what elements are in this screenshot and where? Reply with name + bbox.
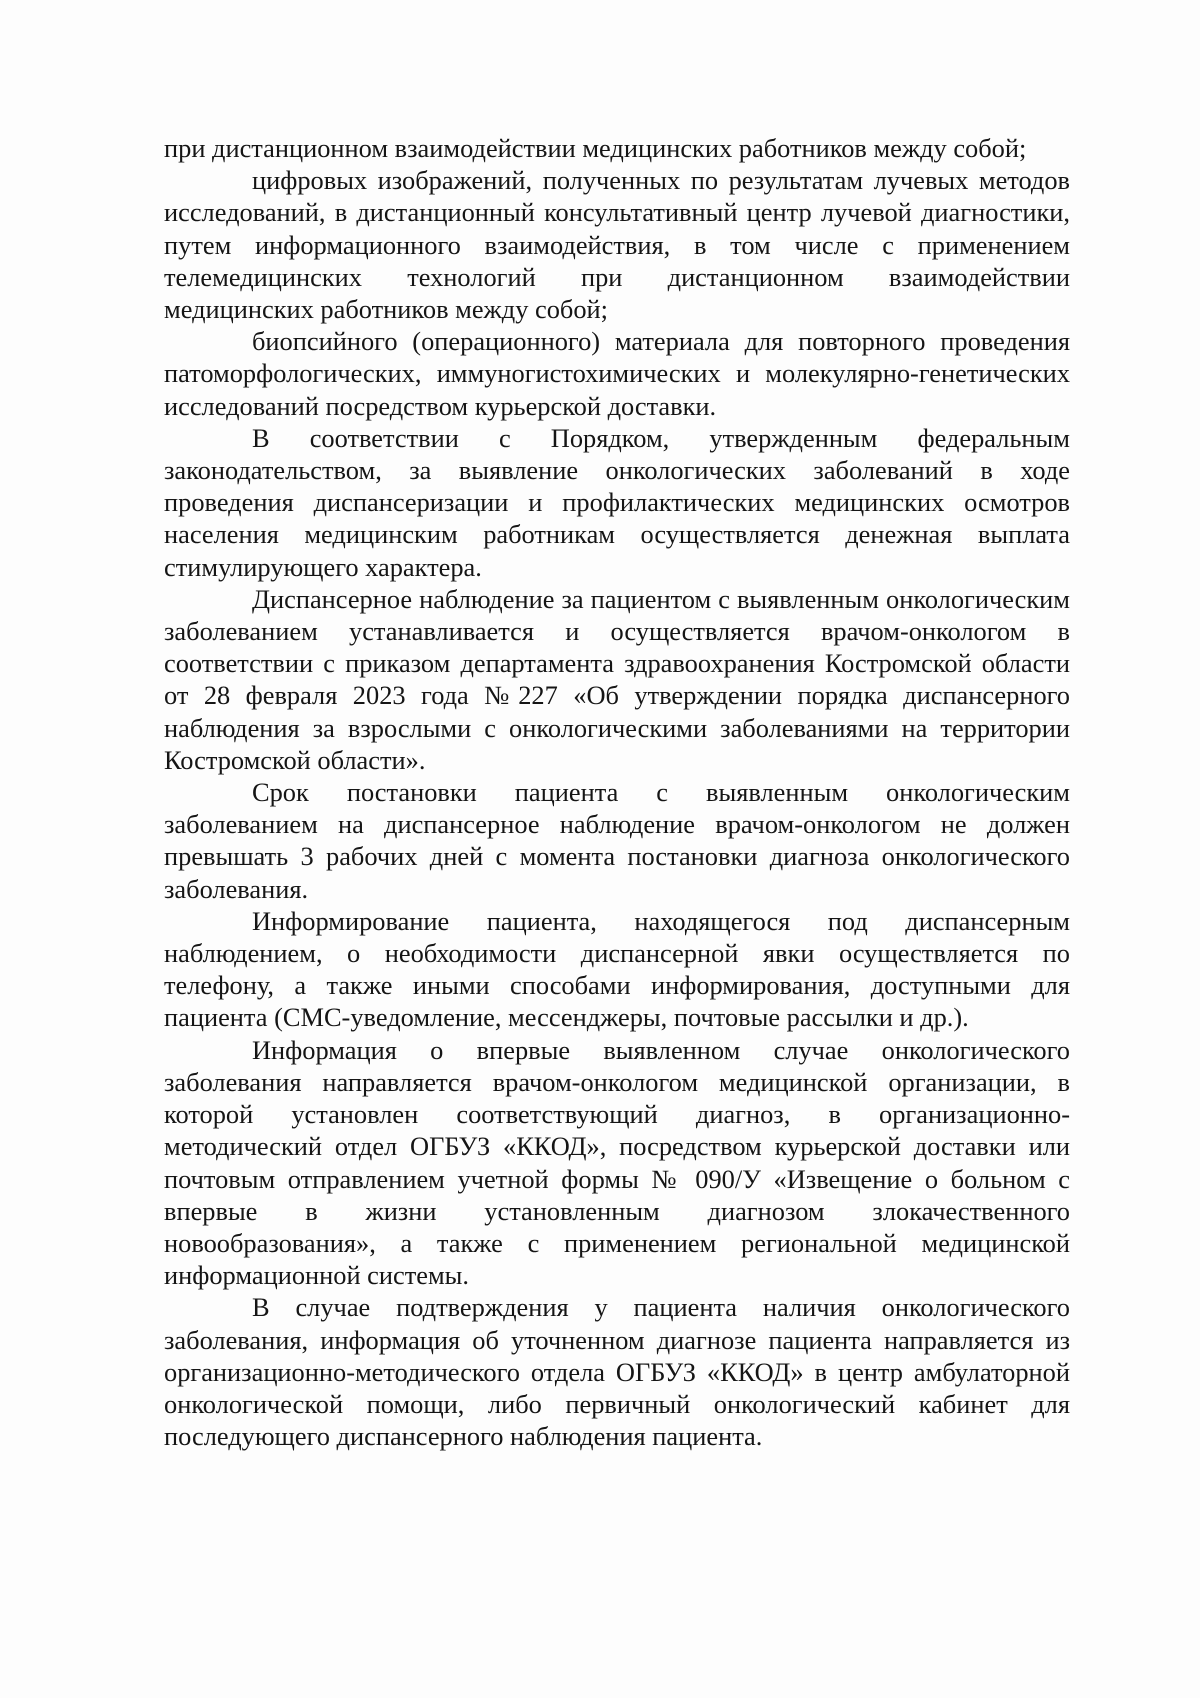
paragraph-registration-term: Срок постановки пациента с выявленным онкологическим заболеванием на диспансерное наблюдение врачом-онкологом не должен превышать 3 рабочих дней с момента постановки диагноза онкологического заболевания. [164, 777, 1070, 904]
paragraph-incentive-payment: В соответствии с Порядком, утвержденным федеральным законодательством, за выявление онкологических заболеваний в ходе проведения диспансеризации и профилактических медицинских осмотров населения медицинским работникам осуществляется денежная выплата стимулирующего характера. [164, 422, 1070, 582]
paragraph-patient-notification: Информирование пациента, находящегося под диспансерным наблюдением, о необходимости диспансерной явки осуществляется по телефону, а также иными способами информирования, доступными для пациента (СМС-уведомление, мессенджеры, почтовые рассылки и др.). [164, 905, 1070, 1033]
document-body [164, 132, 1070, 1452]
paragraph-new-case-information: Информация о впервые выявленном случае онкологического заболевания направляется врачом-онкологом медицинской организации, в которой установлен соответствующий диагноз, в организационно-методический отдел ОГБУЗ «ККОД», посредством курьерской доставки или почтовым отправлением учетной формы № 090/У «Извещение о больном с впервые в жизни установленным диагнозом злокачественного новообразования», а также с применением региональной медицинской информационной системы. [164, 1034, 1070, 1291]
paragraph-diagnosis-confirmation: В случае подтверждения у пациента наличия онкологического заболевания, информация об уточненном диагнозе пациента направляется из организационно-методического отдела ОГБУЗ «ККОД» в центр амбулаторной онкологической помощи, либо первичный онкологический кабинет для последующего диспансерного наблюдения пациента. [164, 1292, 1070, 1452]
paragraph-continuation: при дистанционном взаимодействии медицинских работников между собой; [164, 133, 1027, 163]
paragraph-dispensary-observation: Диспансерное наблюдение за пациентом с выявленным онкологическим заболеванием устанавливается и осуществляется врачом-онкологом в соответствии с приказом департамента здравоохранения Костромской области от 28 февраля 2023 года №227 «Об утверждении порядка диспансерного наблюдения за взрослыми с онкологическими заболеваниями на территории Костромской области». [164, 583, 1070, 775]
paragraph-digital-images: цифровых изображений, полученных по результатам лучевых методов исследований, в дистанционный консультативный центр лучевой диагностики, путем информационного взаимодействия, в том числе с применением телемедицинских технологий при дистанционном взаимодействии медицинских работников между собой; [164, 165, 1070, 325]
paragraph-biopsy-material: биопсийного (операционного) материала для повторного проведения патоморфологических, иммуногистохимических и молекулярно-генетических исследований посредством курьерской доставки. [164, 326, 1070, 421]
